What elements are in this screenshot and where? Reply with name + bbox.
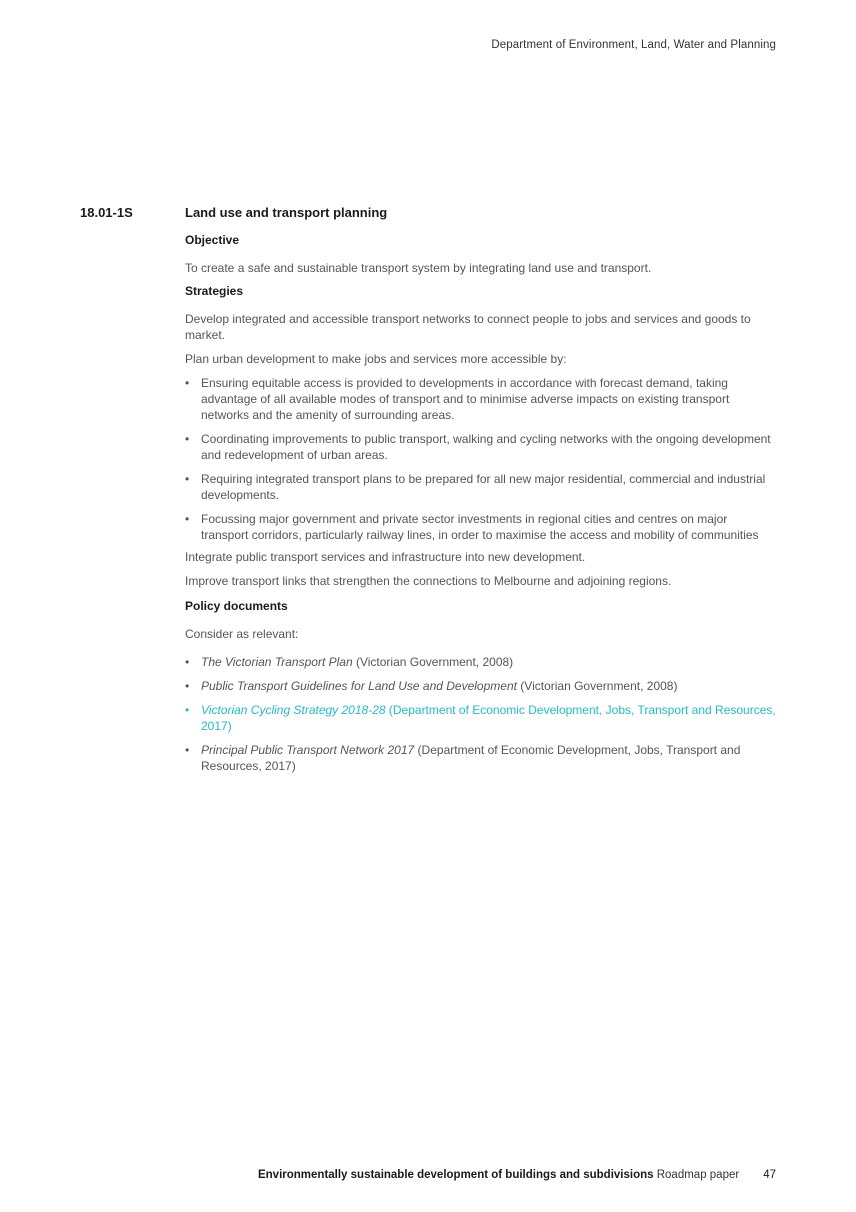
list-item bbox=[185, 471, 777, 503]
document-source-link[interactable]: (Department of Economic Development, Jobs, Transport and Resources, 2017) bbox=[201, 703, 776, 733]
header-department: Department of Environment, Land, Water and Planning bbox=[491, 39, 776, 51]
document-source: (Victorian Government, 2008) bbox=[516, 679, 678, 693]
bullet-icon: • bbox=[185, 472, 190, 486]
policy-documents-list bbox=[185, 654, 777, 774]
document-source: (Victorian Government, 2008) bbox=[352, 655, 514, 669]
clause-title: Land use and transport planning bbox=[185, 205, 388, 220]
list-item bbox=[185, 375, 777, 423]
list-item bbox=[185, 431, 777, 463]
document-title: Public Transport Guidelines for Land Use and Development bbox=[201, 679, 517, 693]
document-title: The Victorian Transport Plan bbox=[201, 655, 353, 669]
strategies-after-1: Integrate public transport services and infrastructure into new development. bbox=[185, 550, 586, 564]
bullet-icon: • bbox=[185, 376, 190, 390]
list-item bbox=[185, 511, 777, 543]
strategies-lead: Plan urban development to make jobs and services more accessible by: bbox=[185, 352, 567, 366]
list-item-text: Coordinating improvements to public transport, walking and cycling networks with the ongoing development and redevelopment of urban areas. bbox=[201, 432, 771, 462]
document-title-link[interactable]: Victorian Cycling Strategy 2018-28 bbox=[201, 703, 386, 717]
bullet-icon: • bbox=[185, 703, 190, 717]
objective-heading: Objective bbox=[185, 233, 240, 247]
list-item bbox=[185, 678, 777, 694]
footer-doc-title: Environmentally sustainable development of buildings and subdivisions bbox=[257, 1169, 654, 1181]
list-item-text: Ensuring equitable access is provided to developments in accordance with forecast demand, taking advantage of all available modes of transport and to minimise adverse impacts on existing transport networks and the amenity of surrounding areas. bbox=[201, 376, 730, 422]
page-number: 47 bbox=[763, 1169, 776, 1181]
document-source: (Department of Economic Development, Jobs, Transport and Resources, 2017) bbox=[201, 743, 741, 773]
list-item-text: Requiring integrated transport plans to be prepared for all new major residential, commercial and industrial developments. bbox=[201, 472, 766, 502]
policy-documents-heading: Policy documents bbox=[185, 599, 288, 613]
list-item bbox=[185, 654, 777, 670]
document-title: Principal Public Transport Network 2017 bbox=[201, 743, 415, 757]
bullet-icon: • bbox=[185, 655, 190, 669]
strategies-intro: Develop integrated and accessible transport networks to connect people to jobs and services and goods to market. bbox=[185, 312, 751, 342]
list-item-link[interactable] bbox=[185, 702, 777, 734]
objective-text: To create a safe and sustainable transport system by integrating land use and transport. bbox=[185, 261, 652, 275]
strategies-list bbox=[185, 375, 777, 543]
bullet-icon: • bbox=[185, 679, 190, 693]
bullet-icon: • bbox=[185, 512, 190, 526]
footer bbox=[258, 1169, 776, 1181]
policy-documents-lead: Consider as relevant: bbox=[185, 627, 299, 641]
list-item-text: Focussing major government and private sector investments in regional cities and centres on major transport corridors, particularly railway lines, in order to maximise the access and mobility of communities bbox=[201, 512, 759, 542]
clause-content bbox=[185, 205, 777, 782]
list-item bbox=[185, 742, 777, 774]
strategies-after-2: Improve transport links that strengthen the connections to Melbourne and adjoining regions. bbox=[185, 574, 672, 588]
footer-doc-type: Roadmap paper bbox=[653, 1169, 740, 1181]
bullet-icon: • bbox=[185, 743, 190, 757]
bullet-icon: • bbox=[185, 432, 190, 446]
strategies-heading: Strategies bbox=[185, 284, 244, 298]
clause-number: 18.01-1S bbox=[80, 205, 133, 220]
